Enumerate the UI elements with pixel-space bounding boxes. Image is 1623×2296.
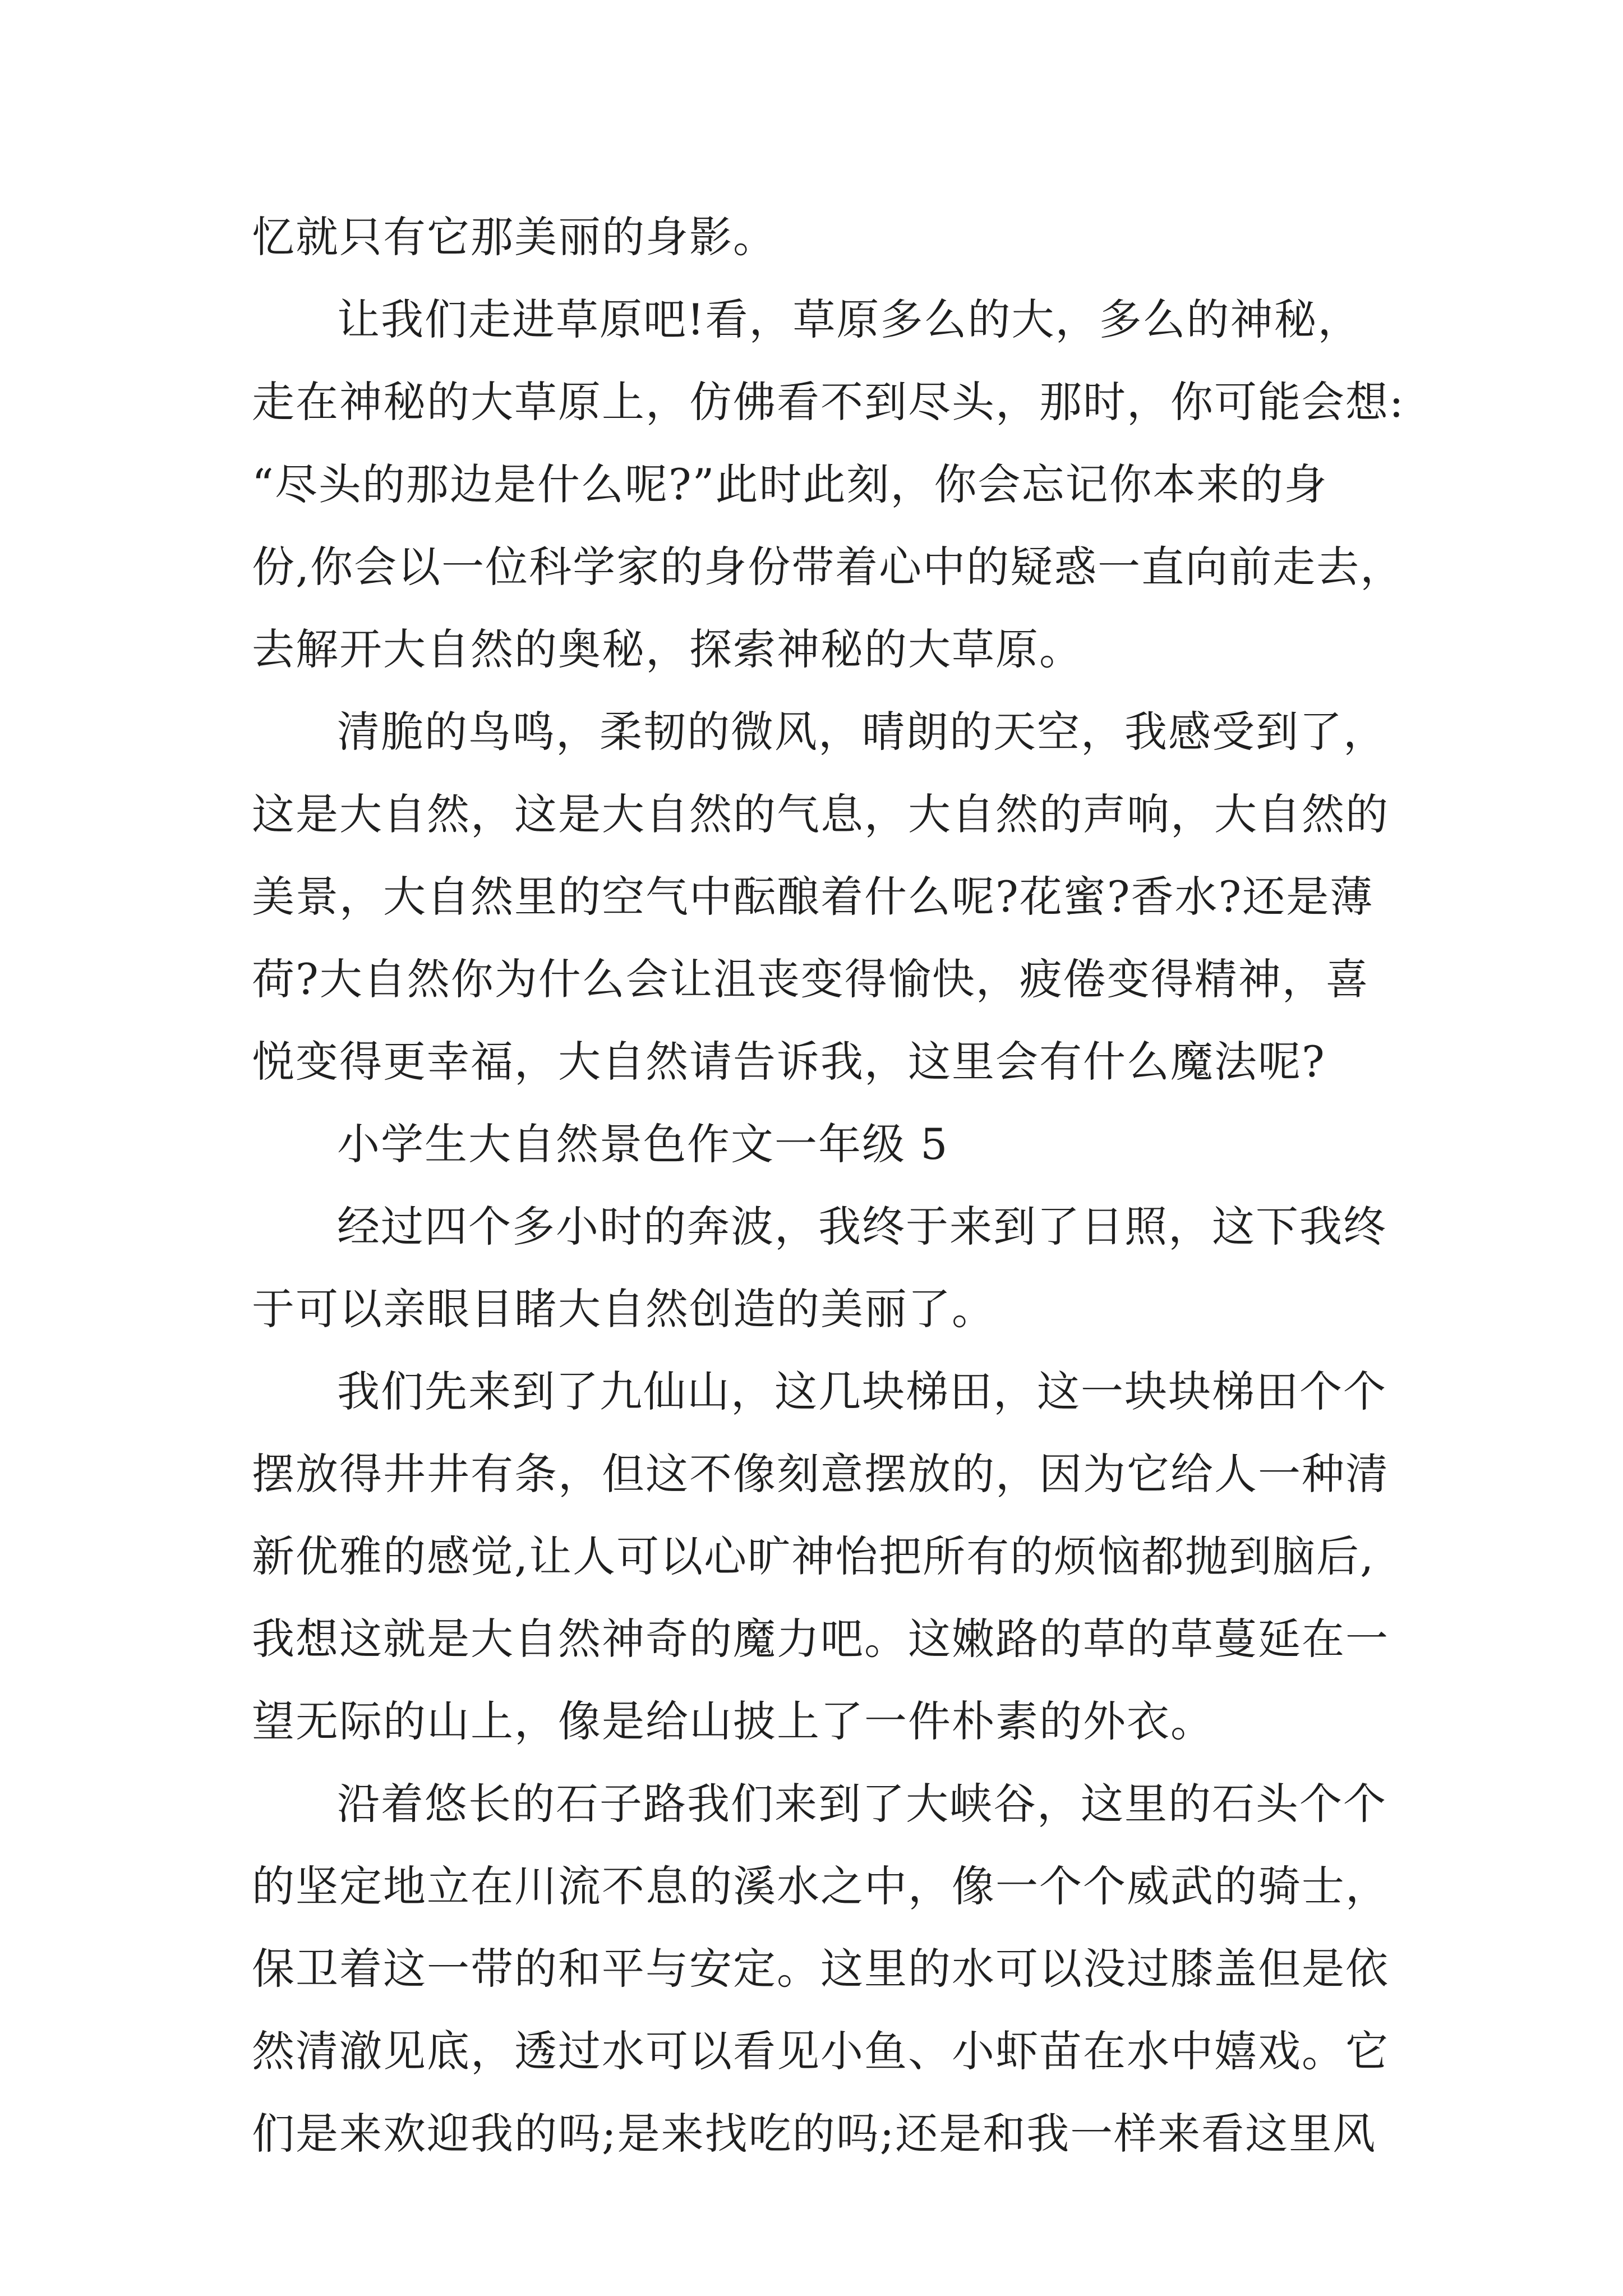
text-line: 新优雅的感觉,让人可以心旷神怡把所有的烦恼都抛到脑后, bbox=[252, 1531, 1375, 1581]
text-line: 这是大自然，这是大自然的气息，大自然的声响，大自然的 bbox=[252, 789, 1389, 839]
section-heading: 小学生大自然景色作文一年级 5 bbox=[337, 1119, 949, 1169]
text-line: 的坚定地立在川流不息的溪水之中，像一个个威武的骑士， bbox=[252, 1861, 1389, 1911]
text-line: 们是来欢迎我的吗;是来找吃的吗;还是和我一样来看这里风 bbox=[252, 2109, 1377, 2159]
text-line: 忆就只有它那美丽的身影。 bbox=[252, 212, 777, 262]
text-line: 清脆的鸟鸣，柔韧的微风，晴朗的天空，我感受到了， bbox=[337, 707, 1387, 757]
text-line: 让我们走进草原吧!看，草原多么的大，多么的神秘， bbox=[337, 295, 1362, 344]
text-line: 荷?大自然你为什么会让沮丧变得愉快，疲倦变得精神，喜 bbox=[252, 954, 1370, 1004]
text-line: 美景，大自然里的空气中酝酿着什么呢?花蜜?香水?还是薄 bbox=[252, 872, 1374, 922]
text-line: “尽头的那边是什么呢?”此时此刻，你会忘记你本来的身 bbox=[252, 459, 1328, 509]
text-line: 去解开大自然的奥秘，探索神秘的大草原。 bbox=[252, 624, 1083, 674]
text-line: 保卫着这一带的和平与安定。这里的水可以没过膝盖但是依 bbox=[252, 1944, 1389, 1994]
text-line: 我想这就是大自然神奇的魔力吧。这嫩路的草的草蔓延在一 bbox=[252, 1614, 1389, 1664]
text-line: 于可以亲眼目睹大自然创造的美丽了。 bbox=[252, 1284, 995, 1334]
text-line: 沿着悠长的石子路我们来到了大峡谷，这里的石头个个 bbox=[337, 1779, 1387, 1829]
text-line: 我们先来到了九仙山，这几块梯田，这一块块梯田个个 bbox=[337, 1366, 1387, 1416]
text-line: 走在神秘的大草原上，仿佛看不到尽头，那时，你可能会想: bbox=[252, 377, 1405, 427]
text-line: 摆放得井井有条，但这不像刻意摆放的，因为它给人一种清 bbox=[252, 1449, 1389, 1499]
text-line: 望无际的山上，像是给山披上了一件朴素的外衣。 bbox=[252, 1696, 1214, 1746]
text-line: 份,你会以一位科学家的身份带着心中的疑惑一直向前走去， bbox=[252, 542, 1404, 592]
text-line: 然清澈见底，透过水可以看见小鱼、小虾苗在水中嬉戏。它 bbox=[252, 2026, 1389, 2076]
text-line: 悦变得更幸福，大自然请告诉我，这里会有什么魔法呢? bbox=[252, 1037, 1326, 1087]
text-line: 经过四个多小时的奔波，我终于来到了日照，这下我终 bbox=[337, 1202, 1387, 1251]
